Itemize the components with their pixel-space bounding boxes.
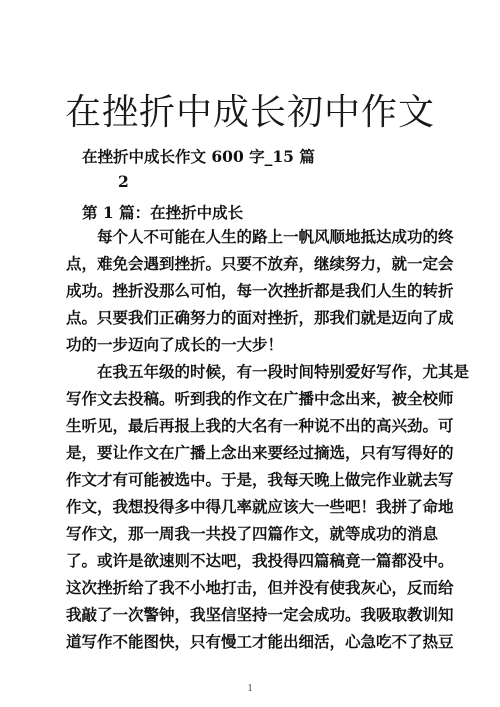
paragraph-line: 在我五年级的时候，有一段时间特别爱好写作，尤其是 [66, 362, 470, 381]
paragraph-line: 写作文去投稿。听到我的作文在广播中念出来，被全校师 [66, 389, 454, 408]
page-number: 1 [247, 683, 253, 694]
paragraph-line: 这次挫折给了我不小地打击，但并没有使我灰心，反而给 [66, 578, 454, 597]
paragraph-line: 作文，我想投得多中得几率就应该大一些吧！我拼了命地 [66, 497, 454, 516]
article-subtitle: 在挫折中成长作文 600 字_15 篇 [82, 147, 315, 166]
article-subtitle-continuation: 2 [118, 172, 129, 191]
section-heading: 第 1 篇：在挫折中成长 [82, 203, 244, 222]
paragraph-line: 道写作不能图快，只有慢工才能出细活，心急吃不了热豆 [66, 632, 454, 651]
paragraph-line: 功的一步迈向了成长的一大步！ [66, 335, 284, 354]
paragraph-line: 成功。挫折没那么可怕，每一次挫折都是我们人生的转折 [66, 281, 454, 300]
paragraph-line: 是，要让作文在广播上念出来要经过摘选，只有写得好的 [66, 443, 454, 462]
paragraph-line: 写作文，那一周我一共投了四篇作文，就等成功的消息 [66, 524, 439, 543]
paragraph-line: 作文才有可能被选中。于是，我每天晚上做完作业就去写 [66, 470, 454, 489]
paragraph-line: 生听见，最后再报上我的大名有一种说不出的高兴劲。可 [66, 416, 454, 435]
paragraph-line: 我敲了一次警钟，我坚信坚持一定会成功。我吸取教训知 [66, 605, 454, 624]
paragraph-line: 每个人不可能在人生的路上一帆风顺地抵达成功的终 [66, 227, 454, 246]
paragraph-line: 了。或许是欲速则不达吧，我投得四篇稿竟一篇都没中。 [66, 551, 454, 570]
document-title: 在挫折中成长初中作文 [64, 92, 435, 133]
paragraph-line: 点，难免会遇到挫折。只要不放弃，继续努力，就一定会 [66, 254, 454, 273]
paragraph-line: 点。只要我们正确努力的面对挫折，那我们就是迈向了成 [66, 308, 454, 327]
